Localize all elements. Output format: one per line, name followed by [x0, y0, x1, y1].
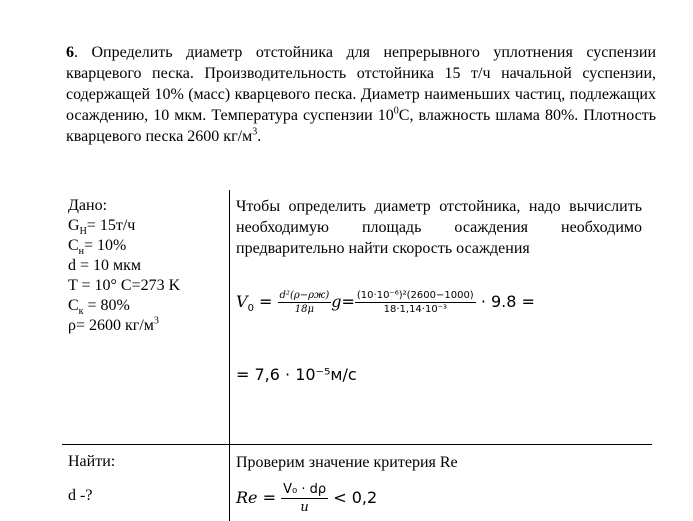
given-line-productivity: $G_Н= 15т/ч$ [68, 217, 136, 238]
given-line-temperature: T = 10° C=273 K [68, 277, 181, 294]
table-horizontal-divider [62, 444, 652, 445]
problem-text-2: С, влажность шлама 80%. Плотность кварцевого песка 2600 кг/м [66, 107, 657, 145]
given-block [68, 196, 180, 336]
given-line-diameter: d = 10 мкм [68, 257, 142, 274]
table-vertical-divider [229, 190, 230, 521]
problem-text-end: . [257, 128, 262, 145]
given-line-concentration: $C_н= 10\%$ [68, 237, 127, 258]
given-line-moisture: $C_к = 80\%$ [68, 297, 130, 318]
formula-fraction-1: $\frac{\text{d²(ρ−ρж)}}{18\mu}$ [279, 290, 330, 315]
solution-intro: Чтобы определить диаметр отстойника, надо вычислить необходимую площадь осаждения необходимо предварительно найти скорость осаждения [236, 198, 642, 257]
reynolds-fraction: $\frac{\text{V₀ · dρ}}{u}$ [283, 482, 327, 515]
settling-velocity-formula: $V_0$ = $\frac{\text{d²(ρ−ρж)}}{18\mu}$ g= $\frac{\text{(10·10⁻⁶)²(2600−1000)}}{\text{18·1,14·10⁻³}}$ · 9.8 = [236, 290, 535, 315]
density-superscript: 3 [252, 126, 258, 138]
re-check-text: Проверим значение критерия Re [236, 454, 458, 471]
problem-text-1: . Определить диаметр отстойника для непрерывного уплотнения суспензии кварцевого песка. Производительность отстойника 15 т/ч начальной суспензии, содержащей 10% (масс) кварцевого песка. Диаметр наименьших частиц, подлежащих осаждению, 10 мкм. Температура суспензии 10 [66, 44, 656, 124]
given-line-density: ρ= 2600 $кг/м^3$ [68, 315, 159, 334]
formula-fraction-2: $\frac{\text{(10·10⁻⁶)²(2600−1000)}}{\text{18·1,14·10⁻³}}$ [356, 290, 474, 315]
problem-statement [66, 42, 656, 147]
temp-superscript: 0 [393, 105, 399, 117]
given-heading: Дано: [68, 197, 108, 214]
find-heading: Найти: [68, 453, 116, 470]
velocity-result: = 7,6 · 10⁻⁵м/с [236, 365, 357, 384]
reynolds-formula: Re = $\frac{\text{V₀ · dρ}}{u}$ < 0,2 [236, 482, 378, 515]
problem-number: 6 [66, 44, 74, 61]
find-item: d -? [68, 487, 93, 504]
